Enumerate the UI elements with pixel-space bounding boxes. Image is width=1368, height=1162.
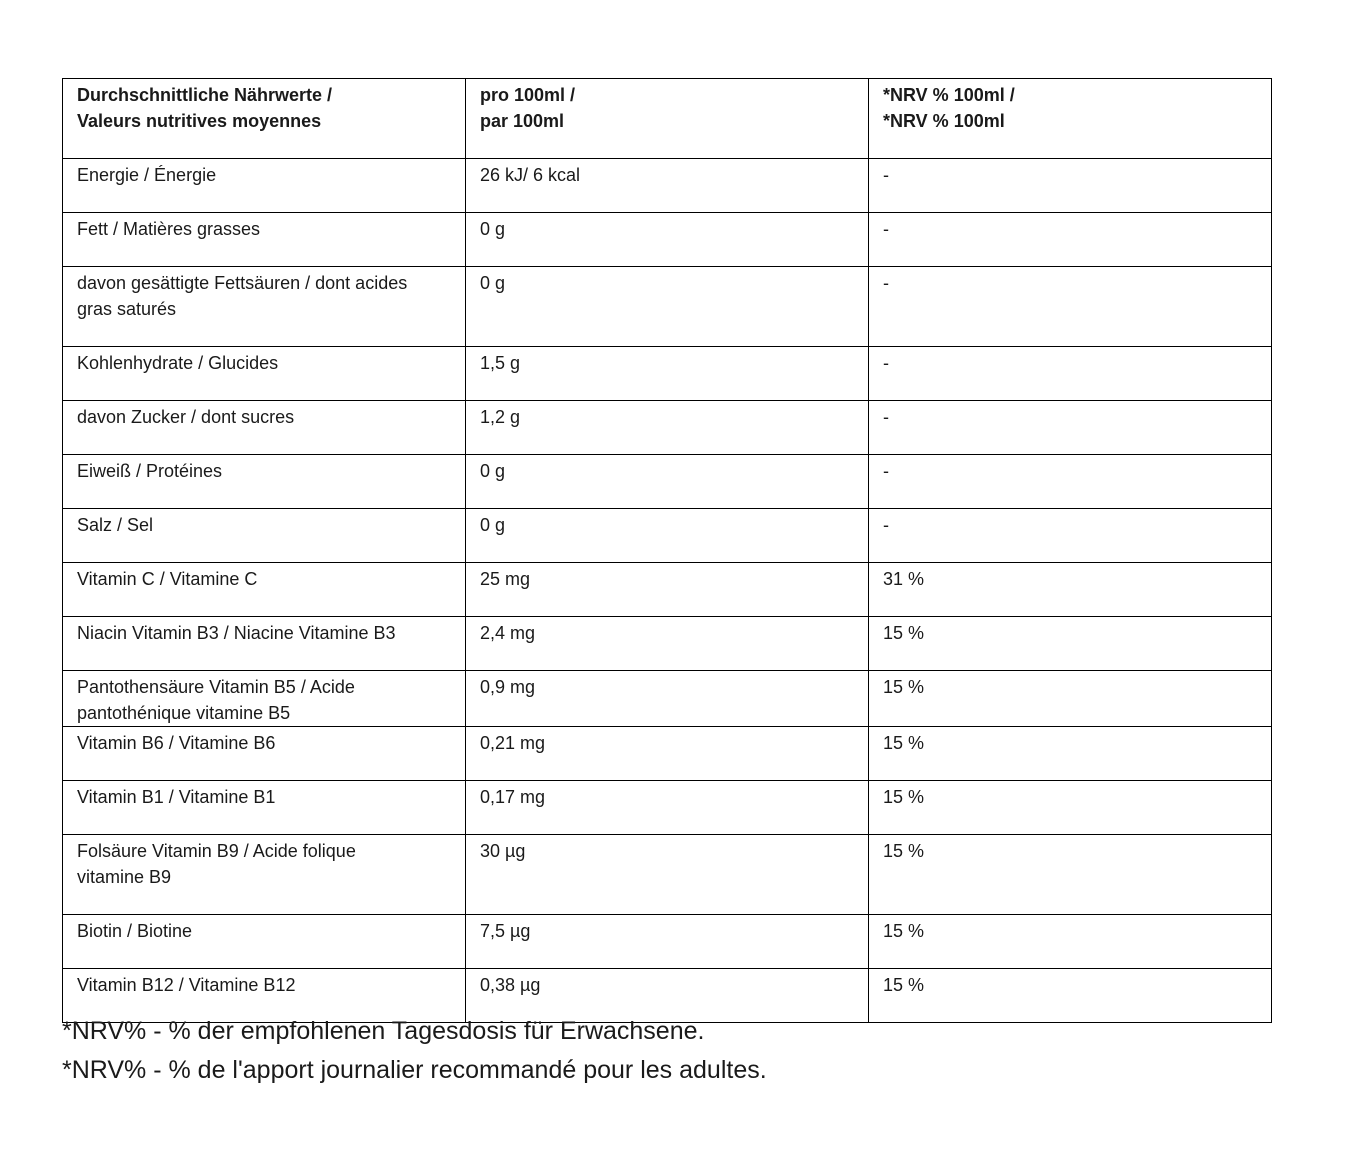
header-nrv [869, 79, 1272, 159]
nutrient-nrv: 15 % [869, 835, 1272, 915]
header-per100 [466, 79, 869, 159]
nutrient-name: Biotin / Biotine [63, 915, 466, 969]
footnote-french: *NRV% - % de l'apport journalier recommandé pour les adultes. [62, 1056, 767, 1084]
nutrient-name: Niacin Vitamin B3 / Niacine Vitamine B3 [63, 617, 466, 671]
nutrient-nrv: 15 % [869, 617, 1272, 671]
nutrient-per100: 26 kJ/ 6 kcal [466, 159, 869, 213]
table-row [63, 671, 1272, 727]
header-per100-line1: pro 100ml / [480, 85, 576, 105]
nutrient-per100: 1,5 g [466, 347, 869, 401]
nutrient-nrv: 15 % [869, 969, 1272, 1023]
table-row [63, 835, 1272, 915]
nutrient-nrv: - [869, 347, 1272, 401]
nutrient-name-line2: gras saturés [77, 299, 177, 319]
header-nutrient-line2: Valeurs nutritives moyennes [77, 111, 322, 131]
table-header-row [63, 79, 1272, 159]
table-row [63, 915, 1272, 969]
header-nrv-line2: *NRV % 100ml [883, 111, 1005, 131]
table-row [63, 727, 1272, 781]
nutrient-nrv: - [869, 509, 1272, 563]
nutrient-nrv: - [869, 455, 1272, 509]
nutrient-name-line1: Folsäure Vitamin B9 / Acide folique [77, 841, 356, 861]
nutrition-table [62, 78, 1272, 1023]
table-row [63, 213, 1272, 267]
nutrient-name-line1: Pantothensäure Vitamin B5 / Acide [77, 677, 355, 697]
nutrient-nrv: - [869, 401, 1272, 455]
header-nutrient-line1: Durchschnittliche Nährwerte / [77, 85, 333, 105]
nutrient-name: Vitamin B12 / Vitamine B12 [63, 969, 466, 1023]
nutrient-nrv: 15 % [869, 671, 1272, 727]
table-row [63, 347, 1272, 401]
nutrient-name: Fett / Matières grasses [63, 213, 466, 267]
nutrient-per100: 0,9 mg [466, 671, 869, 727]
nutrient-nrv: - [869, 213, 1272, 267]
table-row [63, 509, 1272, 563]
nutrient-per100: 0 g [466, 455, 869, 509]
nutrient-name [63, 835, 466, 915]
nutrient-nrv: 15 % [869, 727, 1272, 781]
table-row [63, 455, 1272, 509]
nutrient-name: davon Zucker / dont sucres [63, 401, 466, 455]
table-row [63, 563, 1272, 617]
table-row [63, 267, 1272, 347]
nutrient-name [63, 671, 466, 727]
nutrient-nrv: 15 % [869, 781, 1272, 835]
nutrient-per100: 0,38 µg [466, 969, 869, 1023]
nutrient-per100: 1,2 g [466, 401, 869, 455]
nutrient-per100: 30 µg [466, 835, 869, 915]
nutrient-per100: 0 g [466, 509, 869, 563]
nutrient-nrv: - [869, 159, 1272, 213]
nutrient-per100: 25 mg [466, 563, 869, 617]
header-nrv-line1: *NRV % 100ml / [883, 85, 1015, 105]
nutrient-nrv: 15 % [869, 915, 1272, 969]
nutrient-name: Kohlenhydrate / Glucides [63, 347, 466, 401]
nutrient-name: Vitamin B1 / Vitamine B1 [63, 781, 466, 835]
header-per100-line2: par 100ml [480, 111, 565, 131]
nutrient-name-line2: vitamine B9 [77, 867, 172, 887]
nutrient-name-line2: pantothénique vitamine B5 [77, 703, 291, 723]
nutrient-nrv: 31 % [869, 563, 1272, 617]
table-row [63, 969, 1272, 1023]
table-row [63, 401, 1272, 455]
footnote-german: *NRV% - % der empfohlenen Tagesdosis für Erwachsene. [62, 1017, 705, 1045]
nutrient-name-line1: davon gesättigte Fettsäuren / dont acides [77, 273, 408, 293]
nutrient-name: Vitamin C / Vitamine C [63, 563, 466, 617]
nutrient-per100: 2,4 mg [466, 617, 869, 671]
nutrient-per100: 0 g [466, 213, 869, 267]
header-nutrient [63, 79, 466, 159]
nutrient-per100: 7,5 µg [466, 915, 869, 969]
table-row [63, 781, 1272, 835]
nutrient-nrv: - [869, 267, 1272, 347]
nutrient-per100: 0 g [466, 267, 869, 347]
nutrient-per100: 0,17 mg [466, 781, 869, 835]
nutrient-name: Vitamin B6 / Vitamine B6 [63, 727, 466, 781]
nutrient-name: Eiweiß / Protéines [63, 455, 466, 509]
nutrient-name: Salz / Sel [63, 509, 466, 563]
table-row [63, 617, 1272, 671]
nutrient-per100: 0,21 mg [466, 727, 869, 781]
nutrient-name: Energie / Énergie [63, 159, 466, 213]
nutrient-name [63, 267, 466, 347]
table-row [63, 159, 1272, 213]
